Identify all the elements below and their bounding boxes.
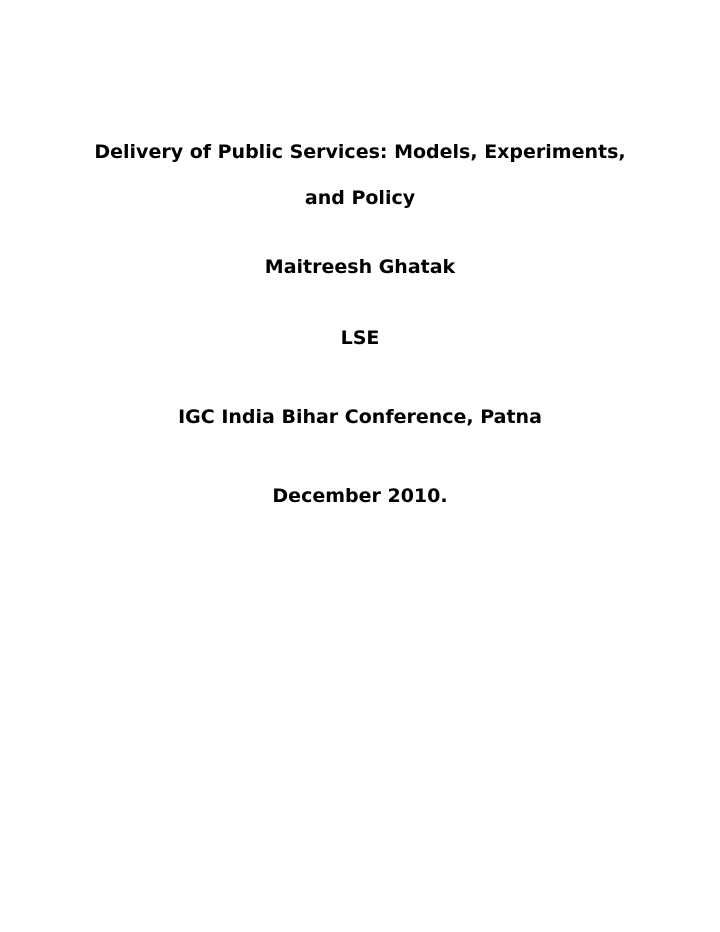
author-name: Maitreesh Ghatak (264, 256, 456, 278)
title-line-1: Delivery of Public Services: Models, Experiments, (94, 141, 626, 163)
institution: LSE (340, 327, 380, 349)
presentation-date: December 2010. (272, 485, 448, 507)
title-line-2: and Policy (304, 187, 416, 209)
conference-name: IGC India Bihar Conference, Patna (178, 406, 542, 428)
